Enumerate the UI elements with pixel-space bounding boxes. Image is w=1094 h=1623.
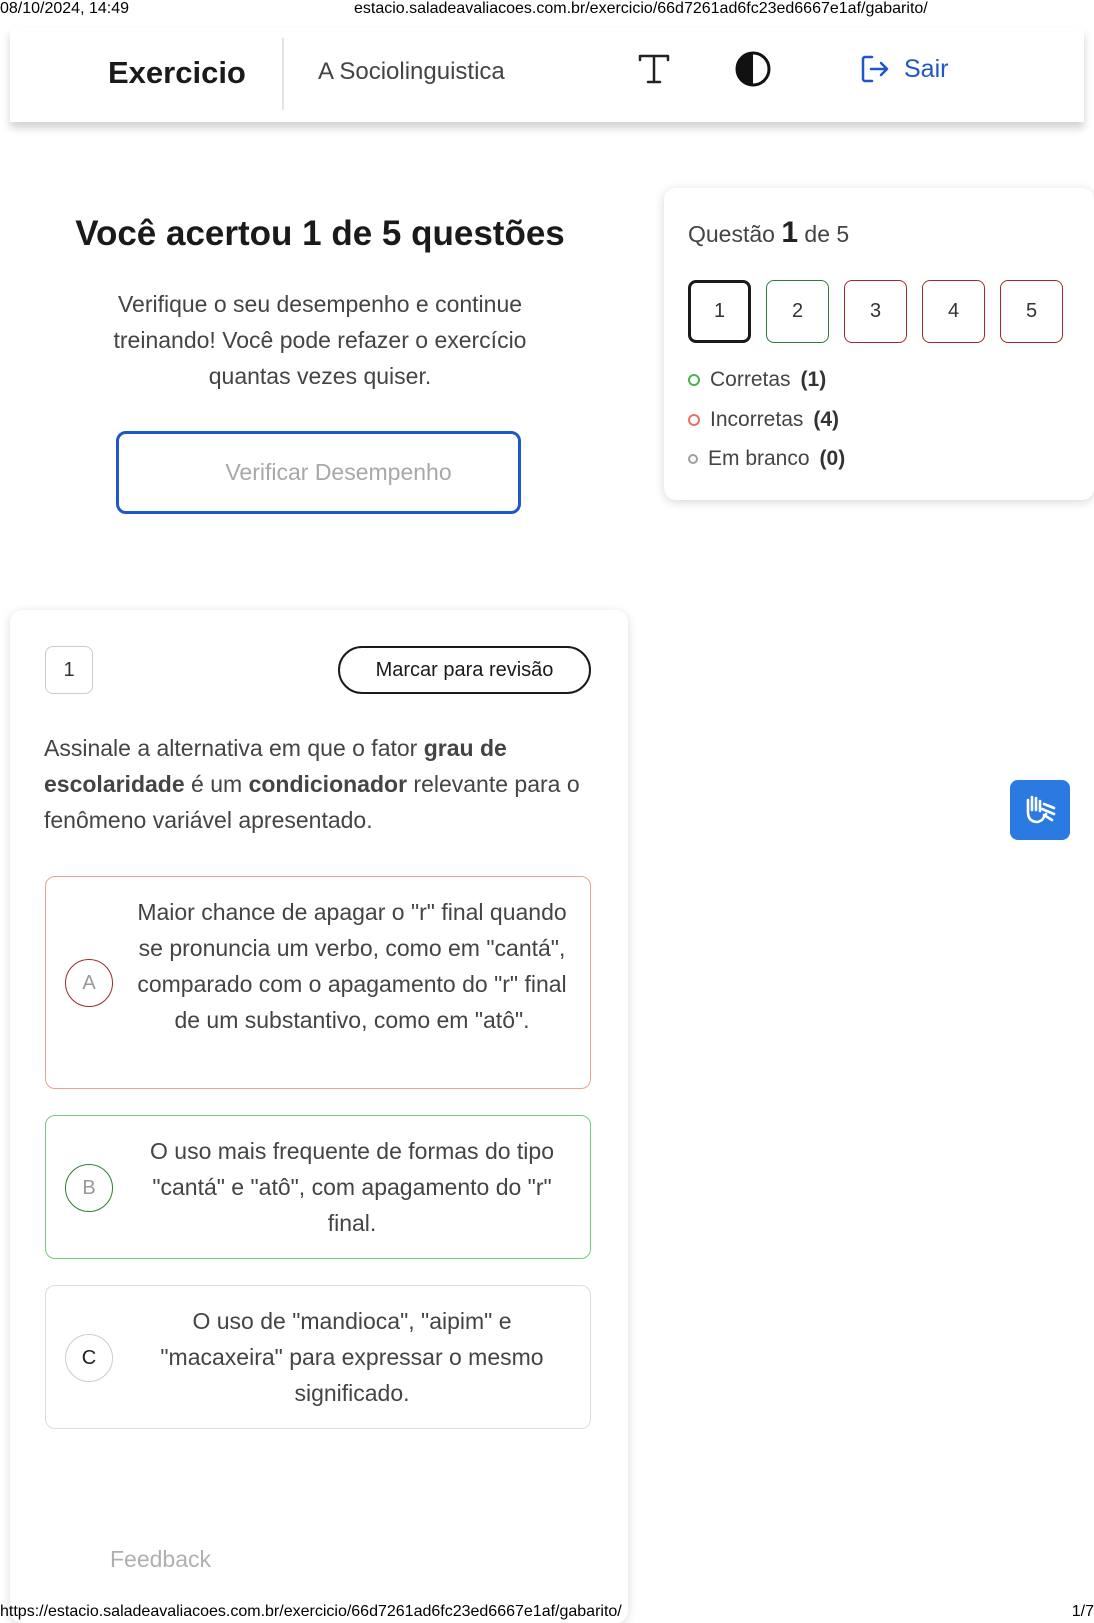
stem-part: relevante para o fenômeno variável apresentado. bbox=[44, 771, 580, 833]
navigator-title bbox=[688, 216, 849, 250]
alternative-letter: C bbox=[65, 1334, 113, 1382]
print-header bbox=[0, 0, 1094, 20]
alternative-text: O uso de "mandioca", "aipim" e "macaxeira" para expressar o mesmo significado. bbox=[160, 1308, 544, 1406]
brand-title: Exercicio bbox=[108, 55, 246, 90]
stem-part: é um bbox=[184, 771, 249, 797]
font-size-icon bbox=[634, 48, 674, 88]
alternative-c[interactable] bbox=[45, 1285, 591, 1429]
question-button-2[interactable]: 2 bbox=[766, 280, 829, 343]
question-button-3[interactable]: 3 bbox=[844, 280, 907, 343]
font-size-button[interactable] bbox=[634, 48, 674, 88]
subject-title: A Sociolinguistica bbox=[318, 58, 505, 85]
legend-incorrect-label: Incorretas bbox=[710, 408, 804, 431]
feedback-label[interactable]: Feedback bbox=[110, 1546, 212, 1572]
top-bar bbox=[10, 28, 1084, 122]
navigator-current: 1 bbox=[781, 216, 799, 249]
libras-hands-icon bbox=[1020, 790, 1060, 830]
question-number: 1 bbox=[45, 646, 93, 694]
logout-label: Sair bbox=[904, 54, 949, 83]
legend-blank-dot bbox=[688, 454, 698, 464]
legend-correct-label: Corretas bbox=[710, 368, 791, 391]
logout-icon bbox=[858, 52, 892, 86]
question-stem bbox=[44, 730, 584, 838]
mark-for-review-button[interactable]: Marcar para revisão bbox=[338, 646, 591, 694]
question-button-1[interactable]: 1 bbox=[688, 280, 751, 343]
libras-accessibility-button[interactable] bbox=[1010, 780, 1070, 840]
legend-correct-dot bbox=[688, 374, 700, 386]
contrast-button[interactable] bbox=[734, 50, 772, 88]
stem-part-bold: condicionador bbox=[248, 771, 408, 797]
legend-blank-count: (0) bbox=[819, 447, 846, 470]
legend-incorrect-count: (4) bbox=[813, 408, 840, 431]
legend-blank-label: Em branco bbox=[708, 447, 810, 470]
alternative-text: O uso mais frequente de formas do tipo "cantá" e "atô", com apagamento do "r" final. bbox=[150, 1138, 554, 1236]
alternative-a[interactable] bbox=[45, 876, 591, 1089]
contrast-icon bbox=[734, 50, 772, 88]
question-button-5[interactable]: 5 bbox=[1000, 280, 1063, 343]
print-footer-url: https://estacio.saladeavaliacoes.com.br/exercicio/66d7261ad6fc23ed6667e1af/gabarito/ bbox=[0, 1603, 622, 1620]
print-footer bbox=[0, 1603, 1094, 1623]
alternative-text: Maior chance de apagar o "r" final quando se pronuncia um verbo, como em "cantá", comparado com o apagamento do "r" final de um substantivo, como em "atô". bbox=[137, 899, 567, 1033]
result-text: Verifique o seu desempenho e continue treinando! Você pode refazer o exercício quantas vezes quiser. bbox=[113, 291, 527, 389]
stem-part-bold: grau de escolaridade bbox=[44, 735, 507, 797]
alternative-letter: A bbox=[65, 959, 113, 1007]
header-divider bbox=[282, 38, 284, 110]
print-url: estacio.saladeavaliacoes.com.br/exercicio/66d7261ad6fc23ed6667e1af/gabarito/ bbox=[354, 0, 928, 17]
legend-incorrect bbox=[688, 408, 839, 432]
legend-correct-count: (1) bbox=[800, 368, 827, 391]
stem-part: Assinale a alternativa em que o fator bbox=[44, 735, 424, 761]
print-page-number: 1/7 bbox=[1071, 1603, 1094, 1620]
navigator-suffix: de 5 bbox=[804, 221, 850, 247]
legend-blank bbox=[688, 447, 845, 471]
question-button-4[interactable]: 4 bbox=[922, 280, 985, 343]
result-title: Você acertou 1 de 5 questões bbox=[75, 214, 565, 253]
question-card bbox=[10, 610, 628, 1623]
alternative-b[interactable] bbox=[45, 1115, 591, 1259]
legend-correct bbox=[688, 368, 826, 392]
verify-performance-button[interactable]: Verificar Desempenho bbox=[116, 431, 521, 514]
legend-incorrect-dot bbox=[688, 414, 700, 426]
question-navigator bbox=[664, 188, 1094, 500]
alternative-letter: B bbox=[65, 1164, 113, 1212]
navigator-prefix: Questão bbox=[688, 221, 775, 247]
print-datetime: 08/10/2024, 14:49 bbox=[0, 0, 130, 17]
logout-button[interactable] bbox=[858, 52, 948, 86]
